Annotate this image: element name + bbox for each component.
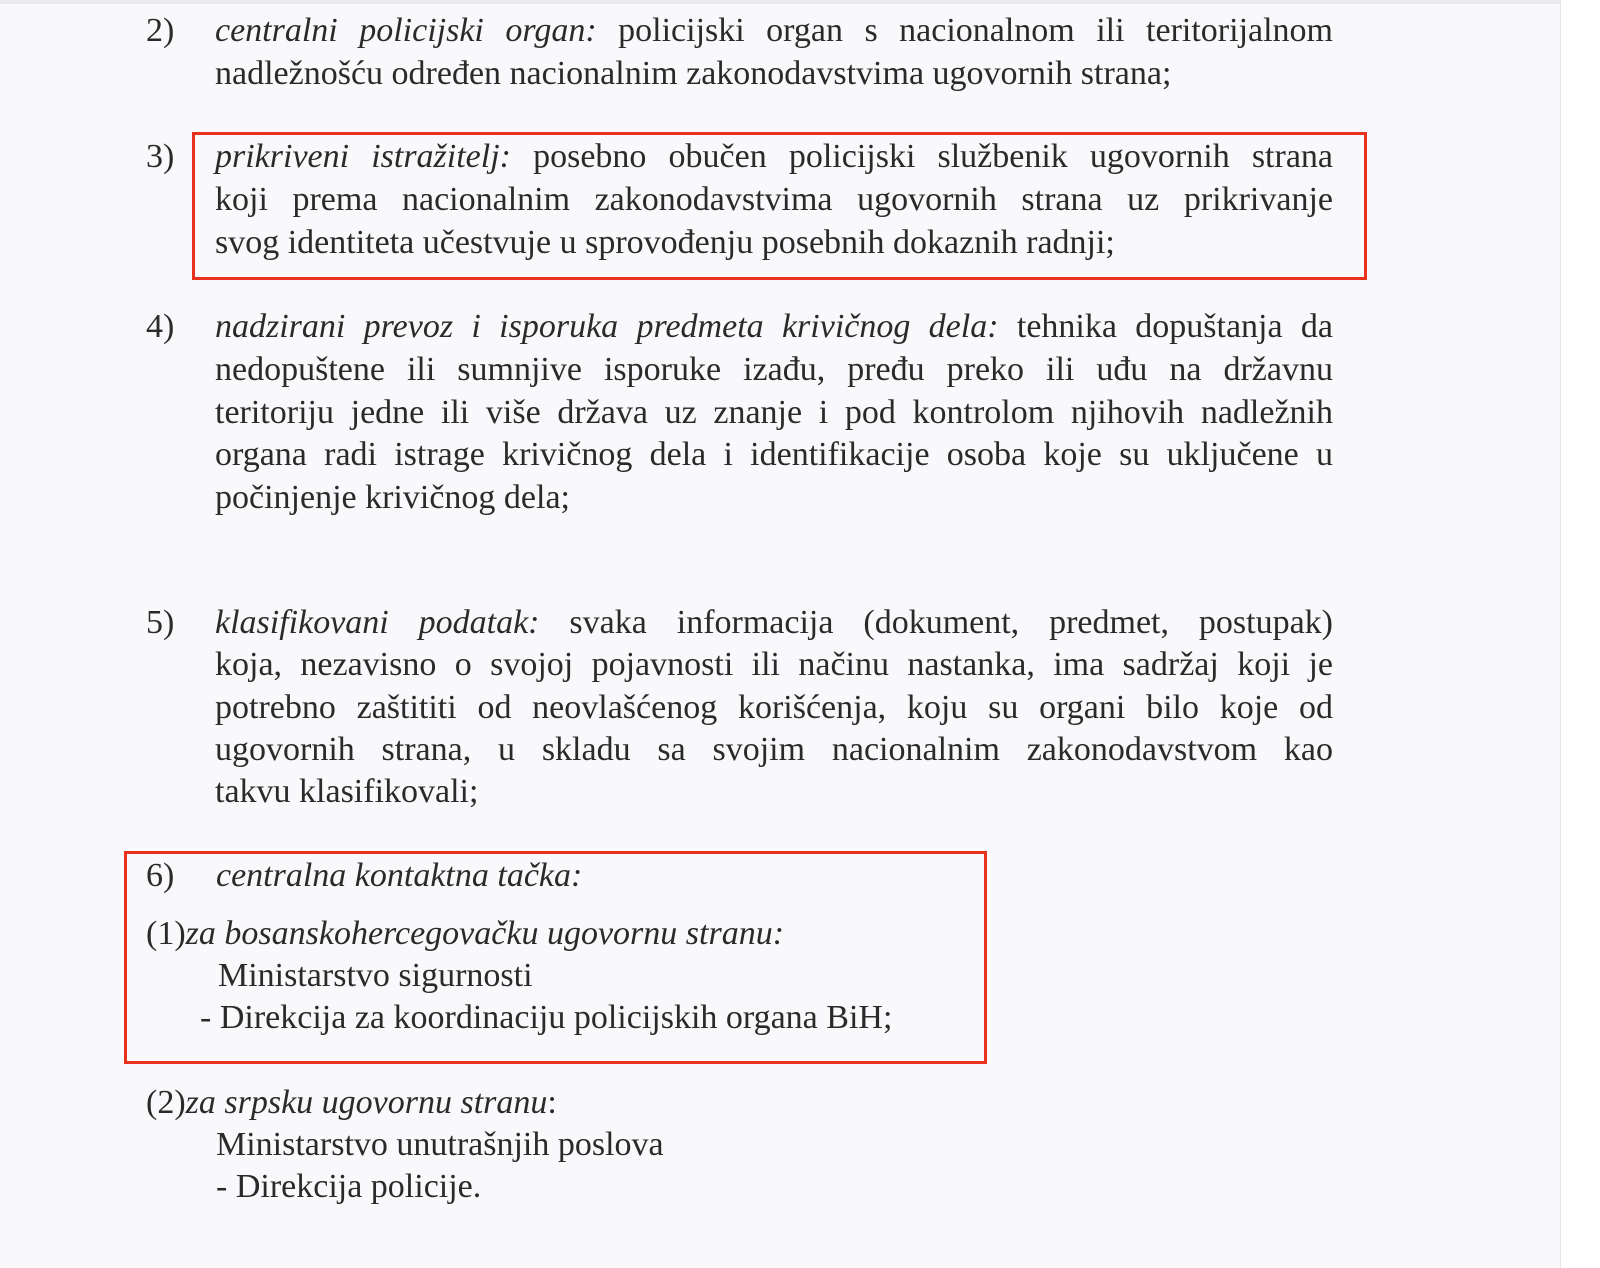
item-text: policijski organ s nacionalnom ili teritorijalnom <box>596 12 1333 49</box>
item-line: nadležnošću određen nacionalnim zakonodavstvima ugovornih strana; <box>215 55 1172 92</box>
item-line: koji prema nacionalnim zakonodavstvima ugovornih strana uz prikrivanje <box>215 181 1333 218</box>
item-number: 5) <box>146 604 175 641</box>
item-number: 3) <box>146 138 175 175</box>
item-line <box>215 305 1333 348</box>
item-term: centralna kontaktna tačka: <box>216 857 583 894</box>
item-line: počinjenje krivičnog dela; <box>215 479 570 516</box>
item-text: svaka informacija (dokument, predmet, postupak) <box>539 604 1333 641</box>
subitem-heading <box>146 1081 557 1124</box>
item-term: nadzirani prevoz i isporuka predmeta krivičnog dela: <box>215 308 999 345</box>
item-text: posebno obučen policijski službenik ugovornih strana <box>510 138 1333 175</box>
subitem-heading <box>146 912 784 955</box>
item-line: svog identiteta učestvuje u sprovođenju posebnih dokaznih radnji; <box>215 224 1115 261</box>
item-line: takvu klasifikovali; <box>215 773 479 810</box>
subitem-term: za bosanskohercegovačku ugovornu stranu: <box>185 915 785 952</box>
subitem-number: (1) <box>146 915 186 952</box>
item-line: potrebno zaštititi od neovlašćenog korišćenja, koju su organi bilo koje od <box>215 689 1333 726</box>
item-line: ugovornih strana, u skladu sa svojim nacionalnim zakonodavstvom kao <box>215 731 1333 768</box>
subitem-term: za srpsku ugovornu stranu <box>185 1084 548 1121</box>
item-text: tehnika dopuštanja da <box>998 308 1333 345</box>
subitem-number: (2) <box>146 1084 186 1121</box>
subitem-term-suffix: : <box>547 1084 557 1121</box>
item-term: prikriveni istražitelj: <box>215 138 511 175</box>
item-line <box>215 601 1333 644</box>
item-line <box>215 9 1333 52</box>
item-line: koja, nezavisno o svojoj pojavnosti ili načinu nastanka, ima sadržaj koji je <box>215 646 1333 683</box>
item-line: teritoriju jedne ili više država uz znanje i pod kontrolom njihovih nadležnih <box>215 394 1333 431</box>
item-number: 4) <box>146 308 175 345</box>
item-number: 6) <box>146 857 175 894</box>
item-line: organa radi istrage krivičnog dela i identifikacije osoba koje su uključene u <box>215 436 1333 473</box>
subitem-line: - Direkcija za koordinaciju policijskih organa BiH; <box>200 999 893 1036</box>
item-line <box>215 135 1333 178</box>
subitem-line: Ministarstvo sigurnosti <box>218 957 533 994</box>
page-top-edge <box>0 0 1560 4</box>
item-line: nedopuštene ili sumnjive isporuke izađu, pređu preko ili uđu na državnu <box>215 351 1333 388</box>
subitem-line: Ministarstvo unutrašnjih poslova <box>216 1126 664 1163</box>
item-number: 2) <box>146 12 175 49</box>
subitem-line: - Direkcija policije. <box>216 1168 482 1205</box>
item-term: klasifikovani podatak: <box>215 604 540 641</box>
item-term: centralni policijski organ: <box>215 12 597 49</box>
